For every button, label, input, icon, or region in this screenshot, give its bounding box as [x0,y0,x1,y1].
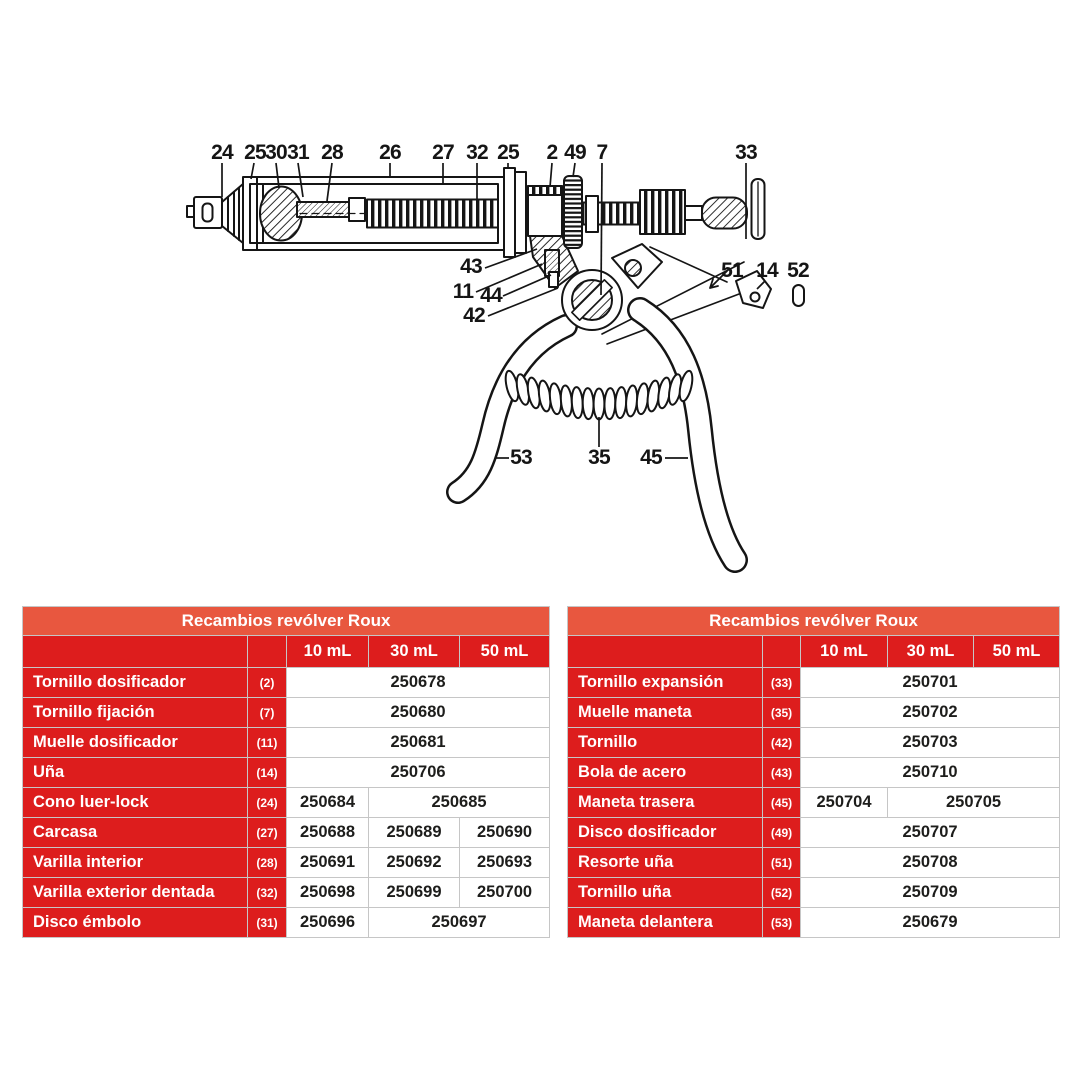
part-label-42: 42 [463,304,485,327]
size-column-header: 50 mL [974,636,1060,668]
part-name-cell: Carcasa [23,818,248,848]
spring-coil [604,388,616,419]
part-number-cell: 250703 [801,728,1060,758]
part-number-cell: 250697 [369,908,550,938]
part-number-cell: 250707 [801,818,1060,848]
part-name-cell: Tornillo uña [568,878,763,908]
part-number-cell: 250679 [801,908,1060,938]
part-label-44: 44 [480,284,502,307]
parts-table-left [22,606,550,938]
parts-row [23,758,550,788]
part-number-cell: 250684 [287,788,369,818]
part-name-cell: Bola de acero [568,758,763,788]
part-ref-cell: (32) [248,878,287,908]
part-label-33: 33 [735,141,757,164]
spring-coil [582,388,594,419]
part-number-cell: 250706 [287,758,550,788]
leader-line-2 [550,163,552,187]
luer-slot [203,204,213,222]
part-ref-cell: (33) [763,668,801,698]
barrel-flange [504,168,515,257]
part-ref-cell: (49) [763,818,801,848]
part-number-cell: 250702 [801,698,1060,728]
part-ref-cell: (35) [763,698,801,728]
parts-row [568,788,1060,818]
toothed-block [640,190,685,234]
parts-rows [568,668,1060,938]
shaft [685,206,702,220]
part-number-cell: 250710 [801,758,1060,788]
size-header-row [568,636,1060,668]
part-number-cell: 250688 [287,818,369,848]
part-number-cell: 250680 [287,698,550,728]
part-name-cell: Varilla interior [23,848,248,878]
parts-row [23,698,550,728]
part-number-cell: 250696 [287,908,369,938]
part-number-cell: 250699 [369,878,460,908]
part-number-cell: 250709 [801,878,1060,908]
part-ref-cell: (7) [248,698,287,728]
part-label-25: 25 [244,141,266,164]
part-label-26: 26 [379,141,401,164]
part-label-7: 7 [596,141,608,164]
leader-line-7 [601,163,602,295]
part-ref-cell: (14) [248,758,287,788]
part-ref-cell: (11) [248,728,287,758]
part-ref-cell: (27) [248,818,287,848]
part-label-27: 27 [432,141,454,164]
part-name-cell: Tornillo expansión [568,668,763,698]
parts-row [23,908,550,938]
claw-screw-pin [793,285,804,306]
part-ref-cell: (52) [763,878,801,908]
part-label-49: 49 [564,141,586,164]
expansion-screw-body [702,198,747,229]
table-title: Recambios revólver Roux [568,607,1060,636]
part-name-cell: Muelle maneta [568,698,763,728]
part-name-cell: Tornillo [568,728,763,758]
part-label-2: 2 [546,141,558,164]
table-title-row [23,607,550,636]
parts-row [23,848,550,878]
part-label-52: 52 [787,259,809,282]
part-name-cell: Muelle dosificador [23,728,248,758]
part-number-cell: 250678 [287,668,550,698]
pawl-bolt [625,260,641,276]
part-name-cell: Tornillo dosificador [23,668,248,698]
handle-spring [503,370,694,420]
parts-row [23,788,550,818]
empty-header-cell [23,636,248,668]
part-ref-cell: (42) [763,728,801,758]
part-number-cell: 250685 [369,788,550,818]
dosing-disc [564,176,582,248]
part-name-cell: Varilla exterior dentada [23,878,248,908]
part-label-28: 28 [321,141,343,164]
part-number-cell: 250705 [888,788,1060,818]
part-label-43: 43 [460,255,482,278]
table-title-row [568,607,1060,636]
part-ref-cell: (43) [763,758,801,788]
part-name-cell: Tornillo fijación [23,698,248,728]
parts-row [23,728,550,758]
part-number-cell: 250689 [369,818,460,848]
part-label-32: 32 [466,141,488,164]
part-label-30: 30 [265,141,287,164]
leader-line-49 [573,163,575,177]
part-number-cell: 250692 [369,848,460,878]
size-column-header: 10 mL [801,636,888,668]
part-label-35: 35 [588,446,610,469]
part-label-11: 11 [452,280,474,303]
part-label-14: 14 [756,259,778,282]
parts-table-right [567,606,1060,938]
part-number-cell: 250701 [801,668,1060,698]
parts-row [568,878,1060,908]
size-column-header: 10 mL [287,636,369,668]
part-number-cell: 250681 [287,728,550,758]
part-ref-cell: (24) [248,788,287,818]
part-name-cell: Disco émbolo [23,908,248,938]
parts-row [568,698,1060,728]
parts-row [23,818,550,848]
empty-header-cell [568,636,763,668]
claw-hole [751,293,760,302]
part-label-51: 51 [721,259,743,282]
parts-row [568,848,1060,878]
size-column-header: 50 mL [460,636,550,668]
parts-row [23,668,550,698]
part-label-31: 31 [287,141,309,164]
part-number-cell: 250691 [287,848,369,878]
piston-disc [260,187,302,241]
parts-row [568,668,1060,698]
collar [586,196,598,232]
part-ref-cell: (51) [763,848,801,878]
part-label-25: 25 [497,141,519,164]
syringe-barrel [187,177,505,250]
spring-coil [571,387,584,419]
inner-rod [297,202,349,217]
part-name-cell: Disco dosificador [568,818,763,848]
threaded-rod-inside [367,200,498,228]
part-number-cell: 250698 [287,878,369,908]
part-ref-cell: (2) [248,668,287,698]
part-name-cell: Cono luer-lock [23,788,248,818]
fixing-screw [549,272,558,287]
size-header-row [23,636,550,668]
size-column-header: 30 mL [369,636,460,668]
parts-row [568,908,1060,938]
part-ref-cell: (53) [763,908,801,938]
parts-row [23,878,550,908]
empty-header-cell [248,636,287,668]
part-label-24: 24 [211,141,233,164]
part-number-cell: 250704 [801,788,888,818]
parts-row [568,758,1060,788]
barrel-flange [515,172,526,253]
part-name-cell: Maneta delantera [568,908,763,938]
plunger-block [349,198,365,221]
spring-coil [594,389,605,420]
part-name-cell: Uña [23,758,248,788]
part-number-cell: 250690 [460,818,550,848]
trigger-assembly [458,244,804,560]
part-number-cell: 250708 [801,848,1060,878]
part-name-cell: Maneta trasera [568,788,763,818]
parts-row [568,818,1060,848]
part-name-cell: Resorte uña [568,848,763,878]
parts-row [568,728,1060,758]
part-ref-cell: (28) [248,848,287,878]
size-column-header: 30 mL [888,636,974,668]
empty-header-cell [763,636,801,668]
parts-rows [23,668,550,938]
part-ref-cell: (45) [763,788,801,818]
table-title: Recambios revólver Roux [23,607,550,636]
part-label-53: 53 [510,446,532,469]
part-label-45: 45 [640,446,662,469]
part-number-cell: 250693 [460,848,550,878]
part-ref-cell: (31) [248,908,287,938]
part-number-cell: 250700 [460,878,550,908]
